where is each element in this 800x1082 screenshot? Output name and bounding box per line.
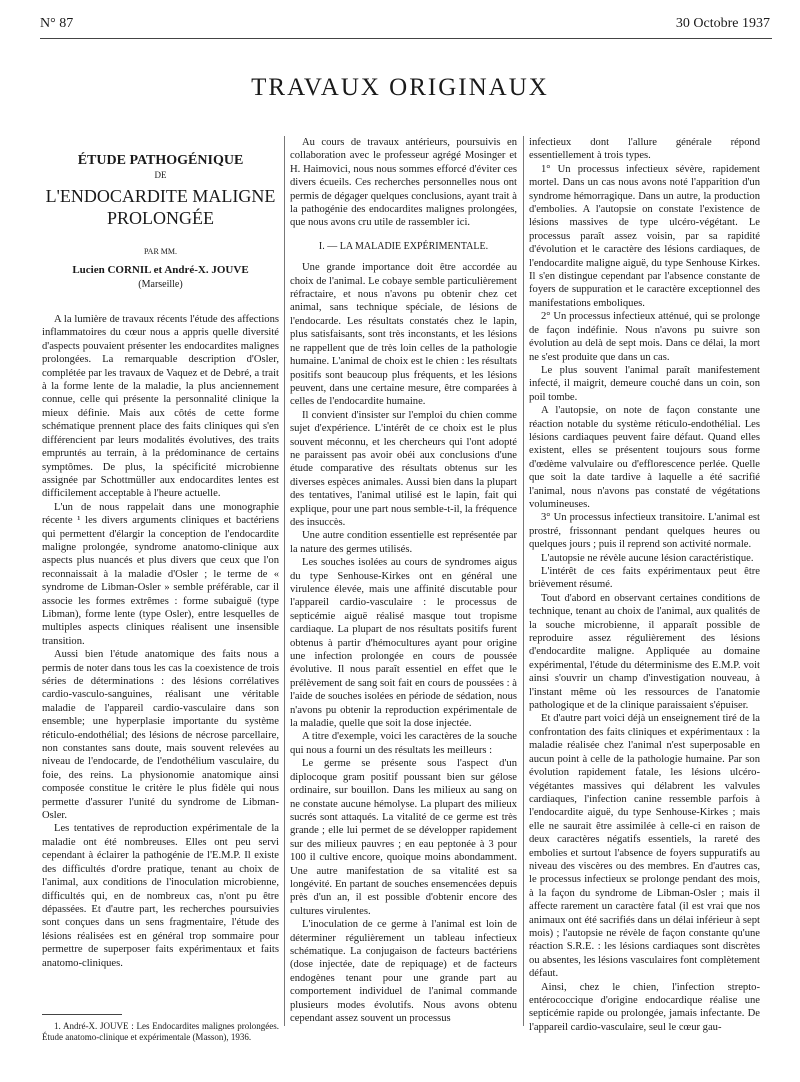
paragraph: L'inoculation de ce germe à l'animal est loin de déterminer régulièrement un tableau infectieux schématique. La conjugaison de facteurs bactériens (dose injectée, date de repiquage) et de facteurs endogènes tenant pour une grande part au comportement individuel de l'animal commande plusieurs modes évolutifs. Nous avons obtenu cependant assez souvent un processus xyxy=(290,919,517,1024)
paragraph: Une autre condition essentielle est représentée par la nature des germes utilisés. xyxy=(290,530,517,555)
paragraph: 3° Un processus infectieux transitoire. L'animal est prostré, frissonnant pendant quelques heures ou quelques jours ; puis il reprend son activité normale. xyxy=(529,512,760,551)
authors: Lucien CORNIL et André-X. JOUVE xyxy=(72,264,249,277)
footnote: 1. André-X. JOUVE : Les Endocardites malignes prolongées. Étude anatomo-clinique et expérimentale (Masson), 1936. xyxy=(42,1020,279,1043)
paragraph: Une grande importance doit être accordée au choix de l'animal. Le cobaye semble particulièrement réfractaire, et nous n'avons pu obtenir chez cet animal, sans technique spéciale, de lésions de l'endocarde. Les résultats constatés chez le lapin, plus satisfaisants, sont très inconstants, et les lésions ne rappellent que de très loin celles de la pathologie humaine. L'animal de choix est le chien : les résultats positifs sont beaucoup plus fréquents, et les lésions peuvent, dans une certaine mesure, être comparées à celles de l'endocardite humaine. xyxy=(290,262,517,408)
column-1 xyxy=(42,136,279,1044)
article-title-de: DE xyxy=(154,170,167,181)
paragraph: L'autopsie ne révèle aucune lésion caractéristique. xyxy=(541,552,754,564)
article-title-line1: ÉTUDE PATHOGÉNIQUE xyxy=(77,153,244,168)
subheading: I. — LA MALADIE EXPÉRIMENTALE. xyxy=(318,240,489,252)
paragraph: Les tentatives de reproduction expérimentale de la maladie ont été nombreuses. Elles ont peu servi cependant à éclairer la pathogénie de l'E.M.P. Il existe des difficultés d'ordre pratique, tenant au choix de l'animal, aux conditions de l'inoculation microbienne, difficultés qui, en de nombreux cas, n'ont pu être dépassées. Et d'autre part, les recherches poursuivies sont conçues dans un sens fragmentaire, l'étude des lésions réalisées est en général trop sommaire pour permettre de superposer faits expérimentaux et faits anatomo-cliniques. xyxy=(42,823,279,969)
paragraph: L'intérêt de ces faits expérimentaux peut être brièvement résumé. xyxy=(529,566,760,591)
column-divider xyxy=(523,136,524,1026)
paragraph: A l'autopsie, on note de façon constante une réaction notable du système réticulo-endothélial. Les lésions cardiaques peuvent faire défaut. Quand elles existent, elles se présentent toujours sous forme d'œdème valvulaire ou d'efflorescence perlée. Quelle que soit la date tardive à laquelle a été sacrifié l'animal, nous n'avons pas constaté de végétations volumineuses. xyxy=(529,405,760,510)
paragraph: Il convient d'insister sur l'emploi du chien comme sujet d'expérience. L'intérêt de ce choix est le plus souvent méconnu, et les chercheurs qui l'ont adopté ne paraissent pas avoir obéi aux conclusions d'une étude comparative des résultats obtenus sur les diverses espèces animales. Aussi bien dans la plupart des tentatives, l'animal utilisé est le lapin, fait qui explique, pour une part nous semble-t-il, la fréquence des insuccès. xyxy=(290,409,517,528)
authors-city: (Marseille) xyxy=(138,278,183,290)
paragraph: L'un de nous rappelait dans une monographie récente ¹ les divers arguments cliniques et bactériens qui permettent d'élargir la conception de l'endocardite maligne prolongée, syndrome anatomo-clinique aux aspects plus nuancés et plus divers que ceux que l'on reconnaissait à la maladie d'Osler ; le terme de « syndrome de Libman-Osler » semble préférable, car il associe les formes extrêmes : forme subaiguë (type Libman), forme lente (type Osler), entre lesquelles de multiples aspects cliniques réalisent une insensible transition. xyxy=(42,501,279,647)
paragraph: Ainsi, chez le chien, l'infection strepto-entérococcique d'origine endocardique réalise une septicémie rapide ou prolongée, jamais infectante. De l'appareil cardio-vasculaire, seul le cœur gau- xyxy=(529,981,760,1033)
column-2 xyxy=(290,136,517,1025)
paragraph: A la lumière de travaux récents l'étude des affections inflammatoires du cœur nous a appris quelle diversité d'aspects pouvaient présenter les endocardites malignes prolongées. La remarquable description d'Osler, complétée par les travaux de Vaquez et de Debré, a trait à la forme lente de la maladie, la plus anciennement connue, celle qui présente la personnalité clinique la mieux définie. Mais aux côtés de cette forme schématique prennent place des faits cliniques qui s'en différencient par leurs modalités évolutives, des traits empruntés au terrain, à la prédominance de certains symptômes. De plus, la spécificité microbienne assignée par Schottmüller aux endocardites lentes est difficilement acceptable à l'heure actuelle. xyxy=(42,314,279,500)
page-number: N° 87 xyxy=(40,16,74,31)
column-3 xyxy=(529,136,760,1034)
header-rule xyxy=(40,38,772,39)
paragraph: A titre d'exemple, voici les caractères de la souche qui nous a fourni un des résultats les meilleurs : xyxy=(290,731,517,756)
column-divider xyxy=(284,136,285,1026)
paragraph: Le plus souvent l'animal paraît manifestement infecté, il maigrit, demeure couché dans un coin, son poil tombe. xyxy=(529,364,760,403)
issue-date: 30 Octobre 1937 xyxy=(675,16,770,31)
paragraph: Au cours de travaux antérieurs, poursuivis en collaboration avec le professeur agrégé Mosinger et H. Haimovici, nous nous sommes efforcé d'éviter ces divers écueils. Ces recherches personnelles nous ont permis de dégager quelques conclusions, ayant trait à la pathogénie des endocardites malignes prolongées, que nous avons cru utile de rassembler ici. xyxy=(290,137,517,229)
paragraph: infectieux dont l'allure générale répond essentiellement à trois types. xyxy=(529,137,760,162)
paragraph: Les souches isolées au cours de syndromes aigus du type Senhouse-Kirkes ont en général une virulence élevée, mais une affinité discutable pour l'appareil cardio-vasculaire : le processus de septicémie aiguë réalisé masque tout tropisme cardiaque. La plupart de nos résultats positifs furent obtenus à partir d'hémocultures ayant pour origine une infection prolongée en cours de poussée évolutive. Il nous paraît essentiel en effet que le prélèvement de sang soit fait en cours de poussées : à l'aide de souches isolées en période de sédation, nous n'avons pu obtenir la reproduction expérimentale de la maladie, quelle que soit la dose injectée. xyxy=(290,557,517,730)
footnote-rule xyxy=(42,1014,122,1015)
paragraph: Et d'autre part voici déjà un enseignement tiré de la confrontation des faits cliniques et expérimentaux : la maladie réalisée chez l'animal n'est superposable en aucun point à celle de la pathologie humaine. Par son évolution rapidement fatale, les lésions ulcéro-végétantes massives qui délabrent les valvules cardiaques, l'infection canine ressemble parfois à l'endocardite aiguë, du type Senhouse-Kirkes ; mais elle ne saurait être assimilée à celle-ci en raison de deux caractères négatifs essentiels, la rareté des embolies et surtout l'absence de foyers suppuratifs au niveau des viscères ou des membres. En d'autres cas, le processus infectieux se prolonge pendant des mois, à la façon du syndrome de Libman-Osler ; mais il affecte rarement un caractère fatal (il est vrai que nos animaux ont été sacrifiés dans un délai inférieur à sept mois) ; l'autopsie ne révèle de façon constante qu'une réaction S.R.E. : les lésions cardiaques sont discrètes ou absentes, les lésions vasculaires font complètement défaut. xyxy=(529,713,760,980)
byline-par: PAR MM. xyxy=(143,246,178,256)
paragraph: 1° Un processus infectieux sévère, rapidement mortel. Dans un cas nous avons noté l'apparition d'un syndrome hémorragique. Dans un autre, la production d'embolies. A l'autopsie on constate l'existence de lésions massives de type ulcéro-végétant. Le processus paraît assez voisin, par sa rapidité d'évolution et le caractère des lésions cardiaques, de l'endocardite maligne aiguë, du type Senhouse Kirkes. Il s'en distingue cependant par l'absence constante de foyers de suppuration et le caractère exceptionnel des manifestations emboliques. xyxy=(529,163,760,309)
paragraph: Tout d'abord en observant certaines conditions de technique, tenant au choix de l'animal, aux qualités de la souche microbienne, il apparaît possible de reproduire assez régulièrement des lésions d'endocardite maligne. Appliquée au domaine expérimental, l'étude du déterminisme des E.M.P. voit ainsi s'ouvrir un champ d'investigation nouveau, à l'instant même où les ressources de l'anatomie pathologique et de la clinique paraissaient s'épuiser. xyxy=(529,592,760,712)
paragraph: Aussi bien l'étude anatomique des faits nous a permis de noter dans tous les cas la coexistence de trois séries de déterminations : des lésions corrélatives cardio-vasculo-sanguines, réalisant une véritable maladie de l'appareil cardio-vasculaire dans son ensemble; une hyperplasie importante du système réticulo-endothélial; des lésions de nécrose parcellaire, non constantes sans doute, mais souvent relevées au niveau de l'endocarde, de l'endothélium vasculaire, du foie, des reins. La physionomie anatomique ainsi composée constitue le critère le plus fidèle qui nous permette d'assurer l'unité du syndrome de Libman-Osler. xyxy=(42,649,279,822)
article-title-line2: L'ENDOCARDITE MALIGNE xyxy=(45,185,276,206)
article-title-line3: PROLONGÉE xyxy=(107,207,214,228)
paragraph: 2° Un processus infectieux atténué, qui se prolonge de façon indéfinie. Nous n'avons pu suivre son évolution au delà de sept mois. Dans ce délai, la mort ne s'est produite que dans un cas. xyxy=(529,311,760,363)
paragraph: Le germe se présente sous l'aspect d'un diplocoque gram positif poussant bien sur gélose ordinaire, sur bouillon. Dans les milieux au sang on ne constate aucune hémolyse. La plupart des milieux sucrés sont attaqués. La vitalité de ce germe est très grande ; elle lui permet de se développer rapidement sur des milieux pauvres ; en eau peptonée à 3 pour 100 il cultive encore, quoique moins abondamment. Une autre manifestation de sa vitalité est sa longévité. En partant de souches ensemencées depuis près d'un an, il est possible d'obtenir encore des cultures virulentes. xyxy=(290,758,517,917)
section-title: TRAVAUX ORIGINAUX xyxy=(251,74,549,101)
